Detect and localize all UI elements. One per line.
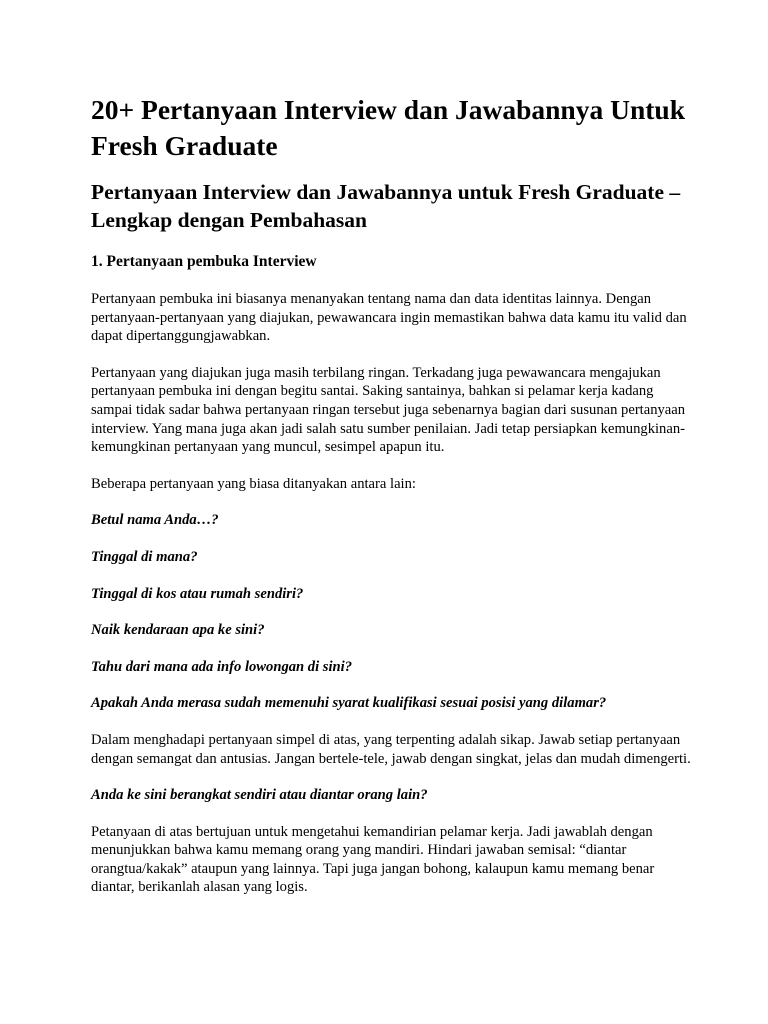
question-item: Tinggal di kos atau rumah sendiri? (91, 585, 304, 602)
question-item: Betul nama Anda…? (91, 512, 219, 529)
document-subtitle: Pertanyaan Interview dan Jawabannya untuk Fresh Graduate – Lengkap dengan Pembahasan (91, 180, 681, 232)
paragraph-attitude: Dalam menghadapi pertanyaan simpel di atas, yang terpenting adalah sikap. Jawab setiap pertanyaan dengan semangat dan antusias. Jangan bertele-tele, jawab dengan singkat, jelas dan mudah dimengerti. (91, 731, 691, 767)
question-item: Tinggal di mana? (91, 548, 198, 565)
question-item-extra: Anda ke sini berangkat sendiri atau diantar orang lain? (91, 787, 428, 804)
paragraph-light-questions: Pertanyaan yang diajukan juga masih terbilang ringan. Terkadang juga pewawancara mengajukan pertanyaan pembuka ini dengan begitu santai. Saking santainya, bahkan si pelamar kerja kadang sampai tidak sadar bahwa pertanyaan ringan tersebut juga sebenarnya bagian dari susunan pertanyaan interview. Yang mana juga akan jadi salah satu sumber penilaian. Jadi tetap persiapkan kemungkinan-kemungkinan pertanyaan yang muncul, sesimpel apapun itu. (91, 364, 686, 456)
paragraph-independence: Petanyaan di atas bertujuan untuk mengetahui kemandirian pelamar kerja. Jadi jawablah dengan menunjukkan bahwa kamu memang orang yang mandiri. Hindari jawaban semisal: “diantar orangtua/kakak” ataupun yang lainnya. Tapi juga jangan bohong, kalaupun kamu memang benar diantar, berikanlah alasan yang logis. (91, 823, 655, 896)
document-page (91, 92, 691, 897)
question-item: Tahu dari mana ada info lowongan di sini? (91, 658, 353, 675)
document-title: 20+ Pertanyaan Interview dan Jawabannya Untuk Fresh Graduate (91, 94, 686, 161)
section-heading: 1. Pertanyaan pembuka Interview (91, 253, 317, 270)
question-item: Naik kendaraan apa ke sini? (91, 622, 265, 639)
paragraph-list-intro: Beberapa pertanyaan yang biasa ditanyakan antara lain: (91, 475, 416, 492)
question-item: Apakah Anda merasa sudah memenuhi syarat kualifikasi sesuai posisi yang dilamar? (91, 695, 607, 712)
paragraph-intro: Pertanyaan pembuka ini biasanya menanyakan tentang nama dan data identitas lainnya. Dengan pertanyaan-pertanyaan yang diajukan, pewawancara ingin memastikan bahwa data kamu itu valid dan dapat dipertanggungjawabkan. (91, 291, 687, 345)
